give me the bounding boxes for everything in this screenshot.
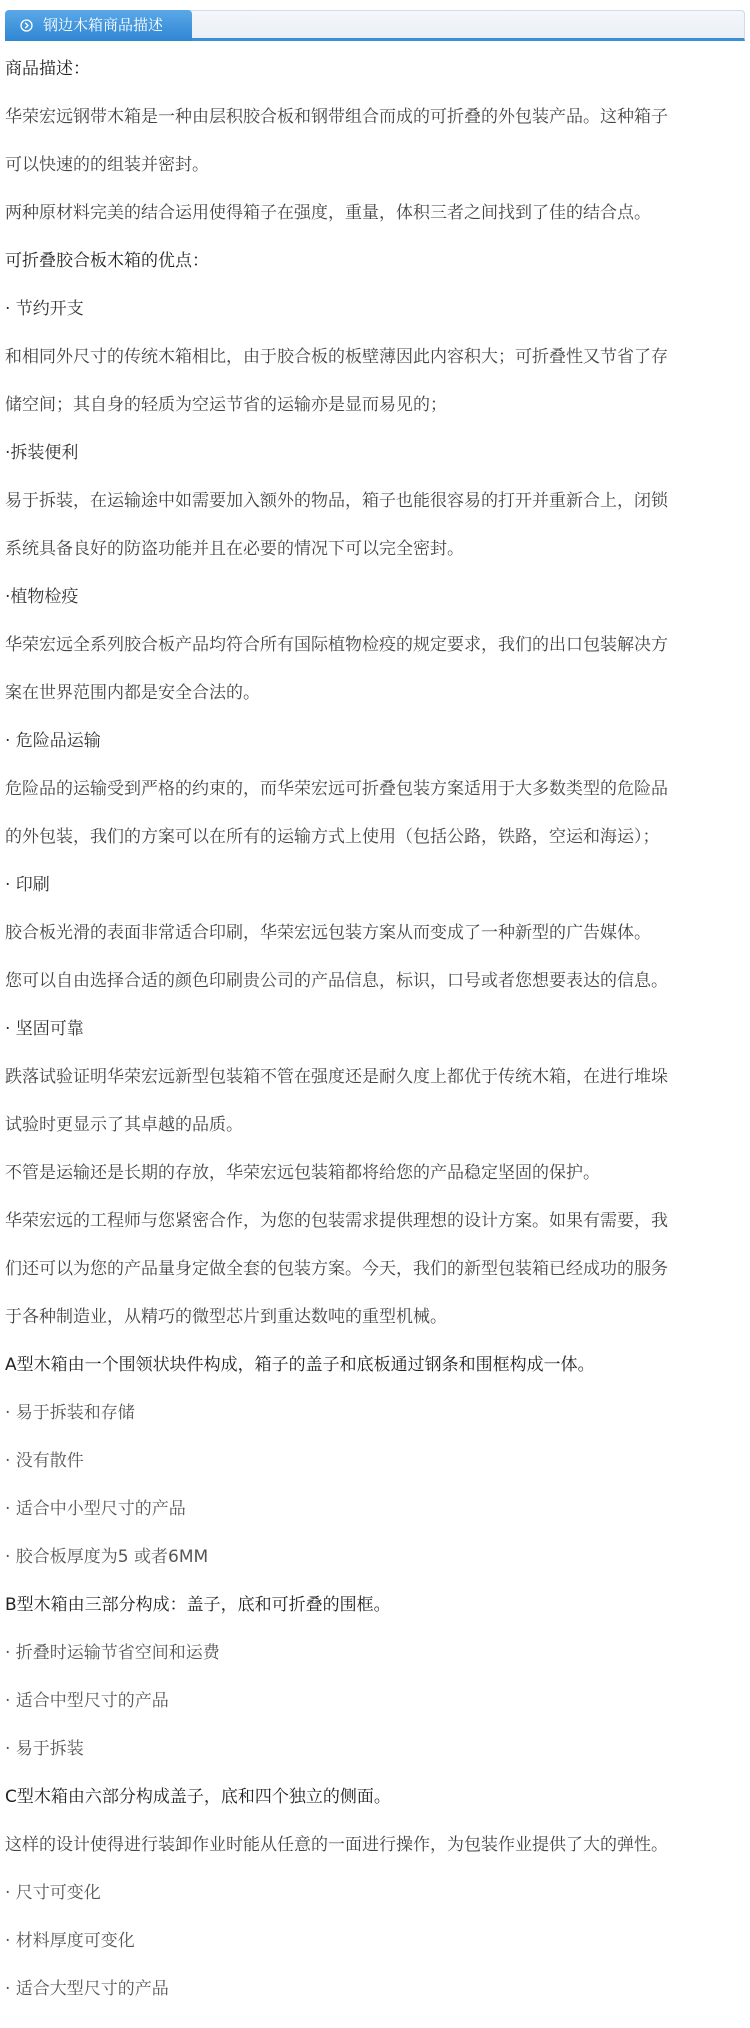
paragraph-line: 和相同外尺寸的传统木箱相比，由于胶合板的板壁薄因此内容积大；可折叠性又节省了存 <box>5 347 668 367</box>
paragraph-line: 跌落试验证明华荣宏远新型包装箱不管在强度还是耐久度上都优于传统木箱，在进行堆垛 <box>5 1067 668 1087</box>
list-item: · 适合大型尺寸的产品 <box>5 1979 169 1999</box>
paragraph-line: 们还可以为您的产品量身定做全套的包装方案。今天，我们的新型包装箱已经成功的服务 <box>5 1259 668 1279</box>
list-item: · 没有散件 <box>5 1451 84 1471</box>
paragraph-line: 这样的设计使得进行装卸作业时能从任意的一面进行操作，为包装作业提供了大的弹性。 <box>5 1835 668 1855</box>
list-item: · 胶合板厚度为5 或者6MM <box>5 1547 209 1567</box>
paragraph-line: 系统具备良好的防盗功能并且在必要的情况下可以完全密封。 <box>5 539 464 559</box>
type-c-heading: C型木箱由六部分构成盖子，底和四个独立的侧面。 <box>5 1787 391 1807</box>
circle-arrow-right-icon <box>20 19 33 32</box>
feature-heading: · 印刷 <box>5 875 50 895</box>
list-item: · 尺寸可变化 <box>5 1883 101 1903</box>
tab-bar <box>5 10 745 41</box>
list-item: · 折叠时运输节省空间和运费 <box>5 1643 220 1663</box>
type-b-heading: B型木箱由三部分构成：盖子，底和可折叠的围框。 <box>5 1595 391 1615</box>
list-item: · 适合中小型尺寸的产品 <box>5 1499 186 1519</box>
paragraph-line: 两种原材料完美的结合运用使得箱子在强度，重量，体积三者之间找到了佳的结合点。 <box>5 203 651 223</box>
paragraph-line: 案在世界范围内都是安全合法的。 <box>5 683 260 703</box>
list-item: · 材料厚度可变化 <box>5 1931 135 1951</box>
feature-heading: · 坚固可靠 <box>5 1019 84 1039</box>
list-item: · 易于拆装 <box>5 1739 84 1759</box>
section-heading: 可折叠胶合板木箱的优点： <box>5 251 209 271</box>
feature-heading: ·植物检疫 <box>5 587 79 607</box>
paragraph-line: 易于拆装，在运输途中如需要加入额外的物品，箱子也能很容易的打开并重新合上，闭锁 <box>5 491 668 511</box>
paragraph-line: 储空间；其自身的轻质为空运节省的运输亦是显而易见的； <box>5 395 447 415</box>
paragraph-line: 试验时更显示了其卓越的品质。 <box>5 1115 243 1135</box>
paragraph-line: 的外包装，我们的方案可以在所有的运输方式上使用（包括公路，铁路，空运和海运）； <box>5 827 660 847</box>
paragraph-line: 危险品的运输受到严格的约束的，而华荣宏远可折叠包装方案适用于大多数类型的危险品 <box>5 779 668 799</box>
paragraph-line: 可以快速的的组装并密封。 <box>5 155 209 175</box>
list-item: · 适合中型尺寸的产品 <box>5 1691 169 1711</box>
paragraph-line: 胶合板光滑的表面非常适合印刷，华荣宏远包装方案从而变成了一种新型的广告媒体。 <box>5 923 651 943</box>
type-a-heading: A型木箱由一个围领状块件构成，箱子的盖子和底板通过钢条和围框构成一体。 <box>5 1355 595 1375</box>
paragraph-line: 您可以自由选择合适的颜色印刷贵公司的产品信息，标识，口号或者您想要表达的信息。 <box>5 971 668 991</box>
feature-heading: · 危险品运输 <box>5 731 101 751</box>
paragraph-line: 于各种制造业，从精巧的微型芯片到重达数吨的重型机械。 <box>5 1307 447 1327</box>
paragraph-line: 华荣宏远的工程师与您紧密合作，为您的包装需求提供理想的设计方案。如果有需要，我 <box>5 1211 668 1231</box>
section-heading: 商品描述： <box>5 59 90 79</box>
tab-label: 钢边木箱商品描述 <box>43 16 164 34</box>
paragraph-line: 不管是运输还是长期的存放，华荣宏远包装箱都将给您的产品稳定坚固的保护。 <box>5 1163 600 1183</box>
paragraph-line: 华荣宏远全系列胶合板产品均符合所有国际植物检疫的规定要求，我们的出口包装解决方 <box>5 635 668 655</box>
description-content <box>0 41 745 2013</box>
product-description-page <box>0 10 750 2013</box>
feature-heading: · 节约开支 <box>5 299 84 319</box>
list-item: · 易于拆装和存储 <box>5 1403 135 1423</box>
tab-product-description[interactable] <box>5 10 192 41</box>
paragraph-line: 华荣宏远钢带木箱是一种由层积胶合板和钢带组合而成的可折叠的外包装产品。这种箱子 <box>5 107 668 127</box>
feature-heading: ·拆装便利 <box>5 443 79 463</box>
